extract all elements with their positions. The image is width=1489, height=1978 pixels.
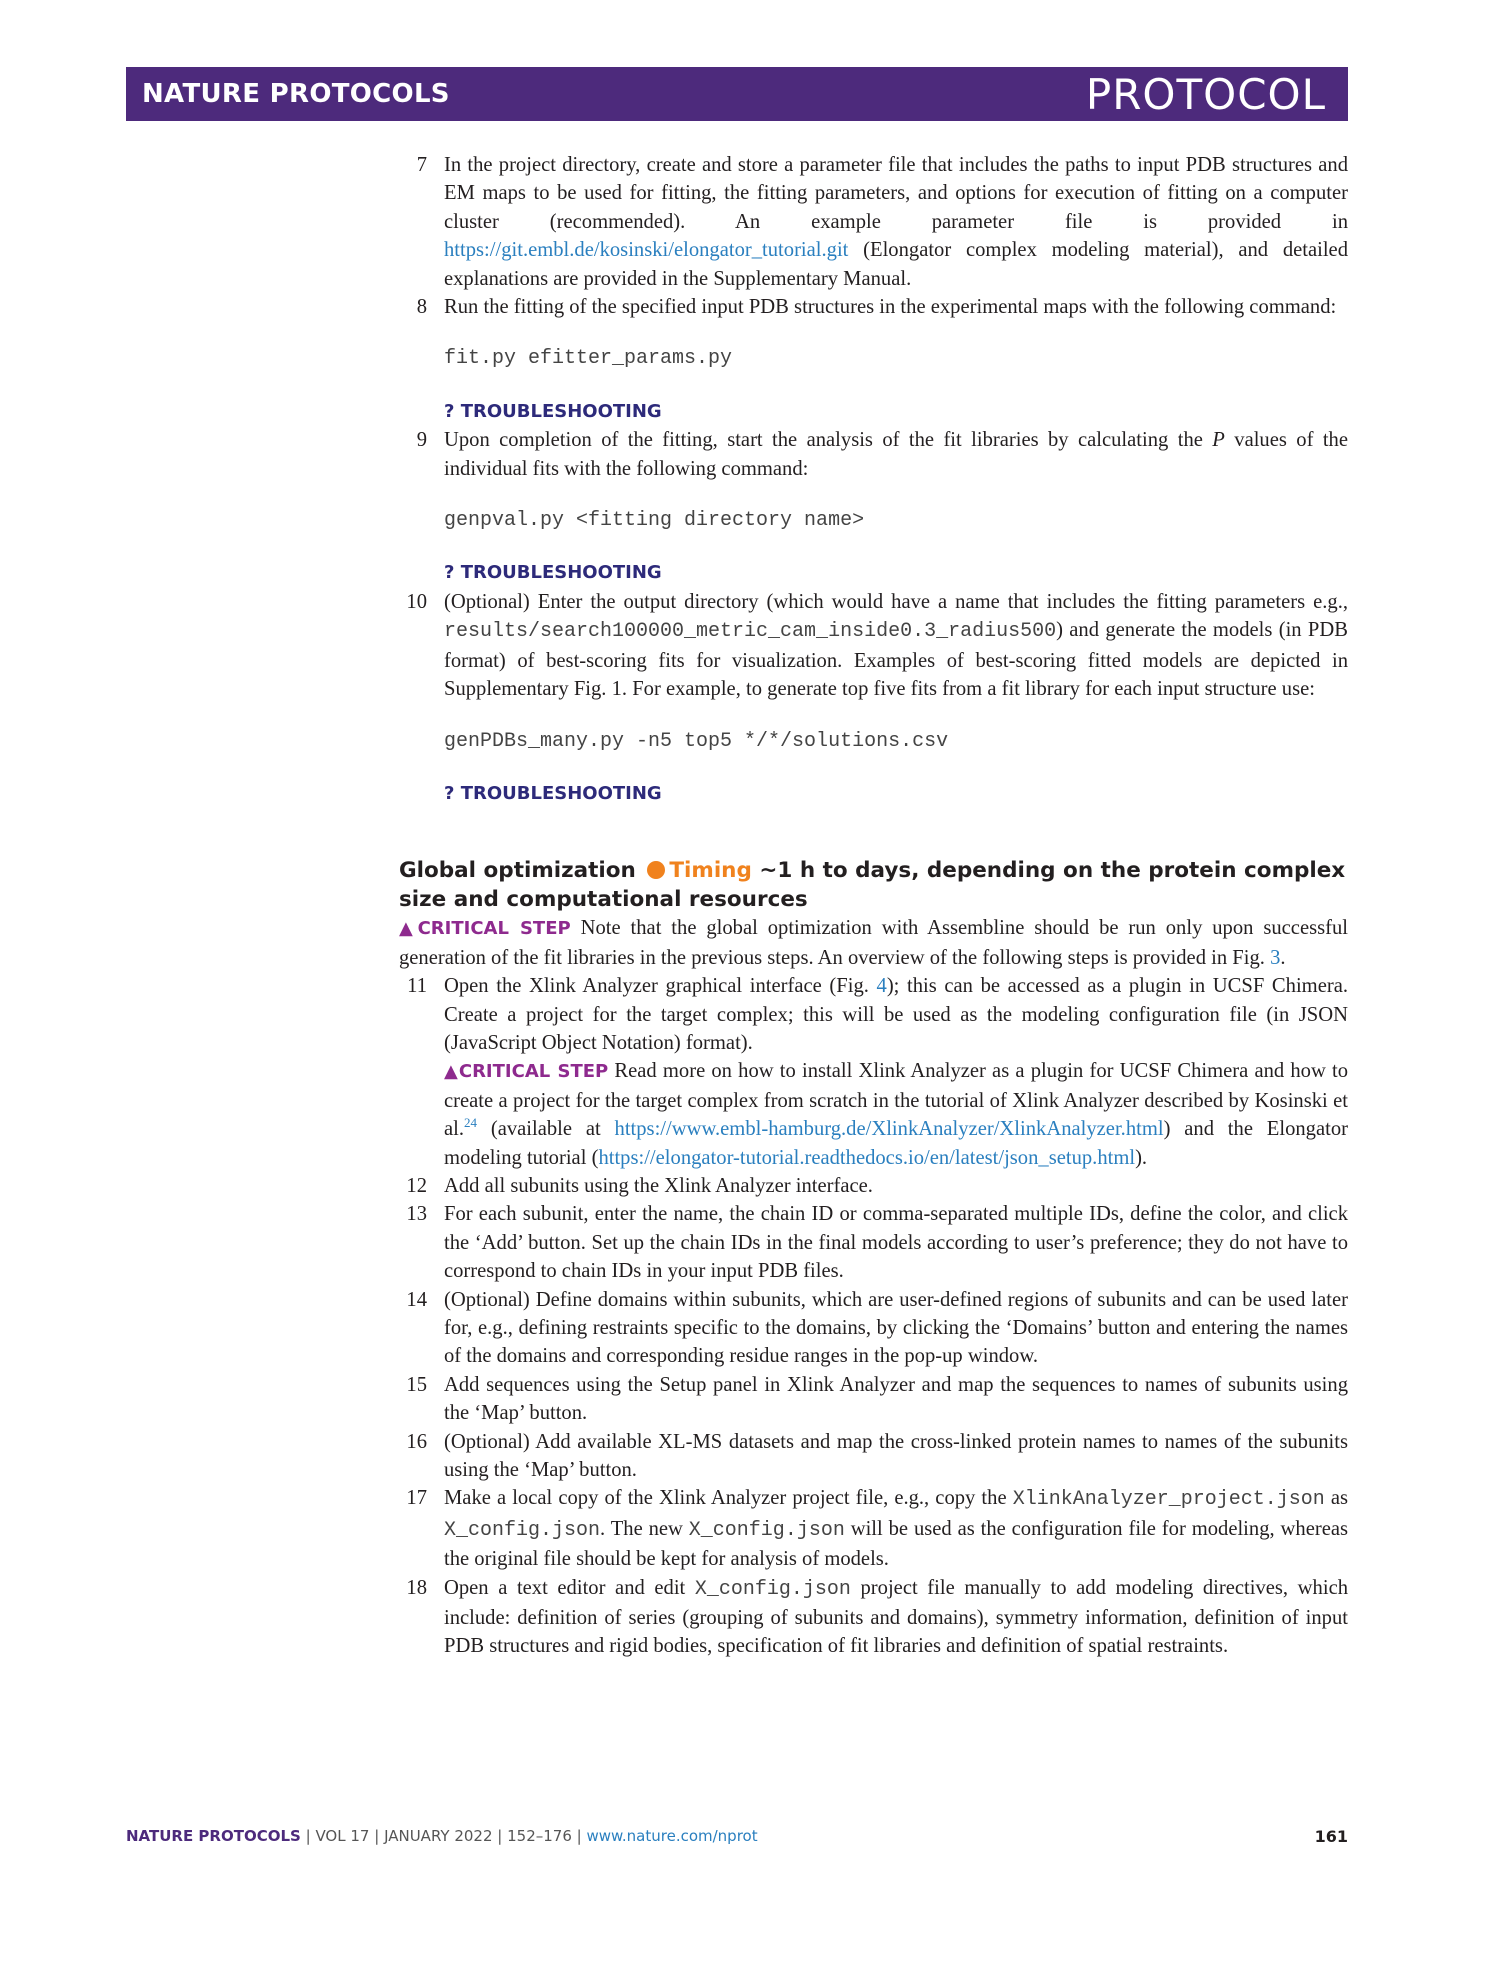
step-number: 14 <box>406 1288 427 1311</box>
section-heading <box>399 856 1348 914</box>
step-text: as <box>1324 1487 1348 1510</box>
xlinkanalyzer-link[interactable]: https://www.embl-hamburg.de/XlinkAnalyzer/XlinkAnalyzer.html <box>614 1118 1164 1141</box>
step-text: (Optional) Enter the output directory (which would have a name that includes the fitting parameters e.g., <box>444 590 1348 613</box>
command-genpdbs: genPDBs_many.py -n5 top5 */*/solutions.csv <box>444 729 949 753</box>
inline-code: results/search100000_metric_cam_inside0.3_radius500 <box>444 620 1057 644</box>
step-text: ); this can be accessed as a plugin in UCSF Chimera. Create a project for the target complex; this will be used as the modeling configuration file (in JSON (JavaScript Object Notation) format). <box>444 975 1348 1054</box>
page-footer <box>126 1827 1348 1845</box>
step-number: 7 <box>416 154 427 176</box>
critical-step-label: ▲CRITICAL STEP <box>399 918 571 940</box>
step-text: In the project directory, create and store a parameter file that includes the paths to input PDB structures and EM maps to be used for fitting, the fitting parameters, and options for execution of fitting on a computer cluster (recommended). An example parameter file is provided in <box>444 154 1348 233</box>
inline-code: X_config.json <box>444 1518 601 1542</box>
step-text: (Optional) Add available XL-MS datasets and map the cross-linked protein names to names of the subunits using the ‘Map’ button. <box>444 1430 1348 1482</box>
step-16 <box>399 1428 1348 1485</box>
troubleshooting-label: ? TROUBLESHOOTING <box>444 562 662 584</box>
step-text: . The new <box>600 1517 689 1540</box>
step-text: will be used as the configuration file for modeling, whereas the original file should be kept for analysis of models. <box>444 1517 1348 1571</box>
timing-text: ~1 h to days, depending on the protein complex size and computational resources <box>399 858 1346 913</box>
inline-code: XlinkAnalyzer_project.json <box>1012 1488 1325 1512</box>
step-10 <box>399 588 1348 704</box>
footer-separator: | <box>300 1827 316 1845</box>
critical-text: ). <box>1135 1146 1148 1169</box>
p-italic: P <box>1212 429 1225 452</box>
troubleshooting-label: ? TROUBLESHOOTING <box>444 400 662 422</box>
step-text: Make a local copy of the Xlink Analyzer project file, e.g., copy the <box>444 1487 1013 1510</box>
critical-text: (available at <box>477 1118 615 1141</box>
step-17 <box>399 1484 1348 1573</box>
step-text: Open a text editor and edit <box>444 1576 695 1599</box>
step-8 <box>399 293 1348 321</box>
command-fit: fit.py efitter_params.py <box>444 347 733 371</box>
step-text: Add all subunits using the Xlink Analyzer interface. <box>444 1174 873 1197</box>
elongator-tutorial-link[interactable]: https://elongator-tutorial.readthedocs.io/en/latest/json_setup.html <box>598 1146 1136 1169</box>
critical-step-label: ▲CRITICAL STEP <box>444 1061 609 1083</box>
step-number: 11 <box>407 975 427 998</box>
critical-text: Note that the global optimization with Assembline should be run only upon successful generation of the fit libraries in the previous steps. An overview of the following steps is provided in Fig. <box>399 917 1348 969</box>
step-text: Add sequences using the Setup panel in Xlink Analyzer and map the sequences to names of subunits using the ‘Map’ button. <box>444 1373 1348 1425</box>
command-genpval: genpval.py <fitting directory name> <box>444 509 865 533</box>
reference-link[interactable]: 24 <box>464 1115 478 1131</box>
step-number: 13 <box>406 1203 427 1226</box>
critical-text: . <box>1280 946 1286 969</box>
step-number: 17 <box>406 1487 427 1510</box>
footer-volume: VOL 17 <box>315 1827 370 1845</box>
step-15 <box>399 1371 1348 1428</box>
fig-link[interactable]: 3 <box>1270 946 1281 969</box>
step-number: 9 <box>416 429 427 452</box>
inline-code: X_config.json <box>694 1577 851 1601</box>
step-text: For each subunit, enter the name, the chain ID or comma-separated multiple IDs, define the color, and click the ‘Add’ button. Set up the chain IDs in the final models according to user’s preference; they do not have to correspond to chain IDs in your input PDB files. <box>444 1203 1348 1283</box>
critical-step-paragraph <box>399 914 1348 972</box>
section-title: Global optimization <box>399 858 636 884</box>
step-18 <box>399 1574 1348 1661</box>
step-9 <box>399 426 1348 483</box>
step-text: Open the Xlink Analyzer graphical interface (Fig. <box>444 975 877 998</box>
page-number: 161 <box>1314 1827 1348 1846</box>
inline-code: X_config.json <box>688 1518 845 1542</box>
footer-journal: NATURE PROTOCOLS <box>126 1827 301 1845</box>
tutorial-link[interactable]: https://git.embl.de/kosinski/elongator_tutorial.git <box>444 239 849 262</box>
fig-link[interactable]: 4 <box>876 975 887 998</box>
footer-pages: 152–176 <box>507 1827 572 1845</box>
step-14 <box>399 1286 1348 1371</box>
step-text: values of the individual fits with the following command: <box>444 429 1348 480</box>
timing-label: Timing <box>669 858 752 884</box>
step-number: 8 <box>416 296 427 319</box>
footer-issue: JANUARY 2022 <box>384 1827 493 1845</box>
step-text: Upon completion of the fitting, start the analysis of the fit libraries by calculating the <box>444 429 1213 452</box>
step-12 <box>399 1172 1348 1200</box>
article-body <box>399 151 1348 1661</box>
journal-name: NATURE PROTOCOLS <box>142 79 450 109</box>
step-7 <box>399 151 1348 293</box>
step-text: Run the fitting of the specified input PDB structures in the experimental maps with the following command: <box>444 296 1337 319</box>
timing-dot-icon <box>647 861 665 879</box>
step-number: 10 <box>406 590 427 613</box>
step-text: (Elongator complex modeling material), and detailed explanations are provided in the Supplementary Manual. <box>444 239 1348 290</box>
step-number: 15 <box>406 1373 427 1396</box>
critical-text: ) and the Elongator modeling tutorial ( <box>444 1118 1348 1169</box>
footer-url-link[interactable]: www.nature.com/nprot <box>586 1827 758 1845</box>
critical-text: Read more on how to install Xlink Analyzer as a plugin for UCSF Chimera and how to create a project for the target complex from scratch in the tutorial of Xlink Analyzer described by Kosinski et al. <box>444 1060 1349 1141</box>
step-text: ) and generate the models (in PDB format) of best-scoring fits for visualization. Examples of best-scoring fitted models are depicted in Supplementary Fig. 1. For example, to generate top five fits from a fit library for each input structure use: <box>444 619 1348 701</box>
step-number: 18 <box>406 1576 427 1599</box>
footer-separator: | <box>369 1827 385 1845</box>
step-13 <box>399 1200 1348 1285</box>
troubleshooting-label: ? TROUBLESHOOTING <box>444 782 662 804</box>
journal-header-bar <box>126 67 1348 121</box>
step-11 <box>399 972 1348 1172</box>
footer-separator: | <box>492 1827 508 1845</box>
step-number: 16 <box>406 1430 427 1453</box>
step-text: project file manually to add modeling directives, which include: definition of series (grouping of subunits and domains), symmetry information, definition of input PDB structures and rigid bodies, specification of fit libraries and definition of spatial restraints. <box>444 1576 1349 1658</box>
footer-separator: | <box>571 1827 587 1845</box>
article-type: PROTOCOL <box>1085 70 1326 119</box>
step-text: (Optional) Define domains within subunits, which are user-defined regions of subunits and can be used later for, e.g., defining restraints specific to the domains, by clicking the ‘Domains’ button and entering the names of the domains and corresponding residue ranges in the pop-up window. <box>444 1288 1348 1368</box>
step-number: 12 <box>406 1174 427 1197</box>
